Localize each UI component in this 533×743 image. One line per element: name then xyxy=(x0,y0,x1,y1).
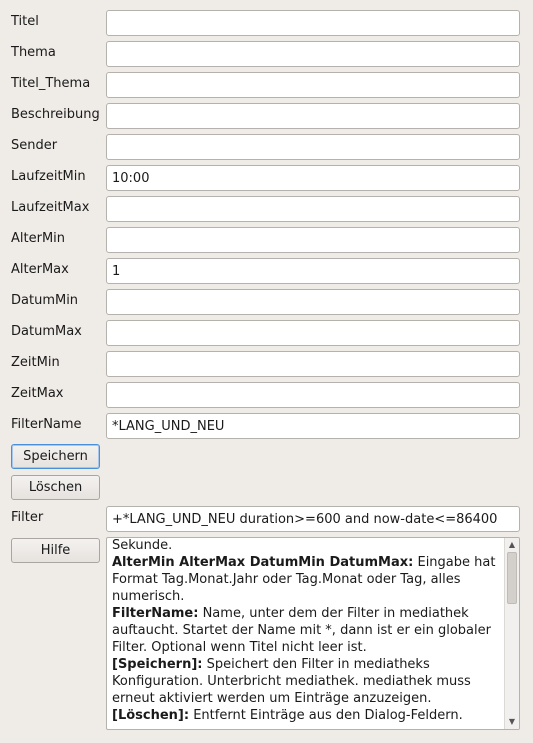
filtername-field[interactable] xyxy=(106,413,520,439)
thema-field[interactable] xyxy=(106,41,520,67)
help-text-area[interactable] xyxy=(106,537,520,730)
field-row-laufzeitmin xyxy=(0,165,533,191)
zeitmax-label: ZeitMax xyxy=(11,386,64,401)
filter-label: Filter xyxy=(11,510,44,525)
field-row-altermin xyxy=(0,227,533,253)
field-row-zeitmin xyxy=(0,351,533,377)
laufzeitmax-label: LaufzeitMax xyxy=(11,200,90,215)
titel-thema-label: Titel_Thema xyxy=(11,76,91,91)
thema-label: Thema xyxy=(11,45,56,60)
scroll-thumb[interactable] xyxy=(507,552,517,604)
help-paragraph-save: [Speichern]: Speichert den Filter in mediatheks Konfiguration. Unterbricht mediathek. mediathek muss erneut aktiviert werden um Einträge anzuzeigen. xyxy=(112,657,471,706)
scroll-down-arrow-icon[interactable]: ▼ xyxy=(508,717,516,726)
help-paragraph-range-fields: AlterMin AlterMax DatumMin DatumMax: Eingabe hat Format Tag.Monat.Jahr oder Tag.Monat oder Tag, alles numerisch. xyxy=(112,555,496,604)
datummax-label: DatumMax xyxy=(11,324,82,339)
help-button[interactable]: Hilfe xyxy=(11,538,100,563)
titel-label: Titel xyxy=(11,14,39,29)
sender-label: Sender xyxy=(11,138,58,153)
vertical-scrollbar[interactable] xyxy=(504,538,519,729)
delete-button[interactable]: Löschen xyxy=(11,475,100,500)
zeitmax-field[interactable] xyxy=(106,382,520,408)
field-row-beschreibung xyxy=(0,103,533,129)
field-row-titel-thema xyxy=(0,72,533,98)
field-row-laufzeitmax xyxy=(0,196,533,222)
beschreibung-field[interactable] xyxy=(106,103,520,129)
laufzeitmin-field[interactable] xyxy=(106,165,520,191)
sender-field[interactable] xyxy=(106,134,520,160)
filter-expression-field[interactable] xyxy=(106,506,520,532)
datummax-field[interactable] xyxy=(106,320,520,346)
field-row-datummax xyxy=(0,320,533,346)
field-row-altermax xyxy=(0,258,533,284)
altermax-label: AlterMax xyxy=(11,262,69,277)
datummin-field[interactable] xyxy=(106,289,520,315)
zeitmin-label: ZeitMin xyxy=(11,355,60,370)
zeitmin-field[interactable] xyxy=(106,351,520,377)
altermin-field[interactable] xyxy=(106,227,520,253)
help-paragraph-filtername: FilterName: Name, unter dem der Filter in mediathek auftaucht. Startet der Name mit *, dann ist er ein globaler Filter. Optional wenn Titel nicht leer ist. xyxy=(112,606,491,655)
titel-field[interactable] xyxy=(106,10,520,36)
titel-thema-field[interactable] xyxy=(106,72,520,98)
laufzeitmax-field[interactable] xyxy=(106,196,520,222)
filtername-label: FilterName xyxy=(11,417,82,432)
altermin-label: AlterMin xyxy=(11,231,66,246)
laufzeitmin-label: LaufzeitMin xyxy=(11,169,86,184)
scroll-up-arrow-icon[interactable]: ▲ xyxy=(508,540,516,549)
datummin-label: DatumMin xyxy=(11,293,79,308)
field-row-filtername xyxy=(0,413,533,439)
help-line: Sekunde. xyxy=(112,538,173,553)
field-row-titel xyxy=(0,10,533,36)
field-row-datummin xyxy=(0,289,533,315)
filter-row xyxy=(0,506,533,532)
field-row-sender xyxy=(0,134,533,160)
field-row-thema xyxy=(0,41,533,67)
beschreibung-label: Beschreibung xyxy=(11,107,100,122)
altermax-field[interactable] xyxy=(106,258,520,284)
save-button[interactable]: Speichern xyxy=(11,444,100,469)
help-paragraph-delete: [Löschen]: Entfernt Einträge aus den Dialog-Feldern. xyxy=(112,708,463,723)
help-text xyxy=(112,537,504,724)
field-row-zeitmax xyxy=(0,382,533,408)
